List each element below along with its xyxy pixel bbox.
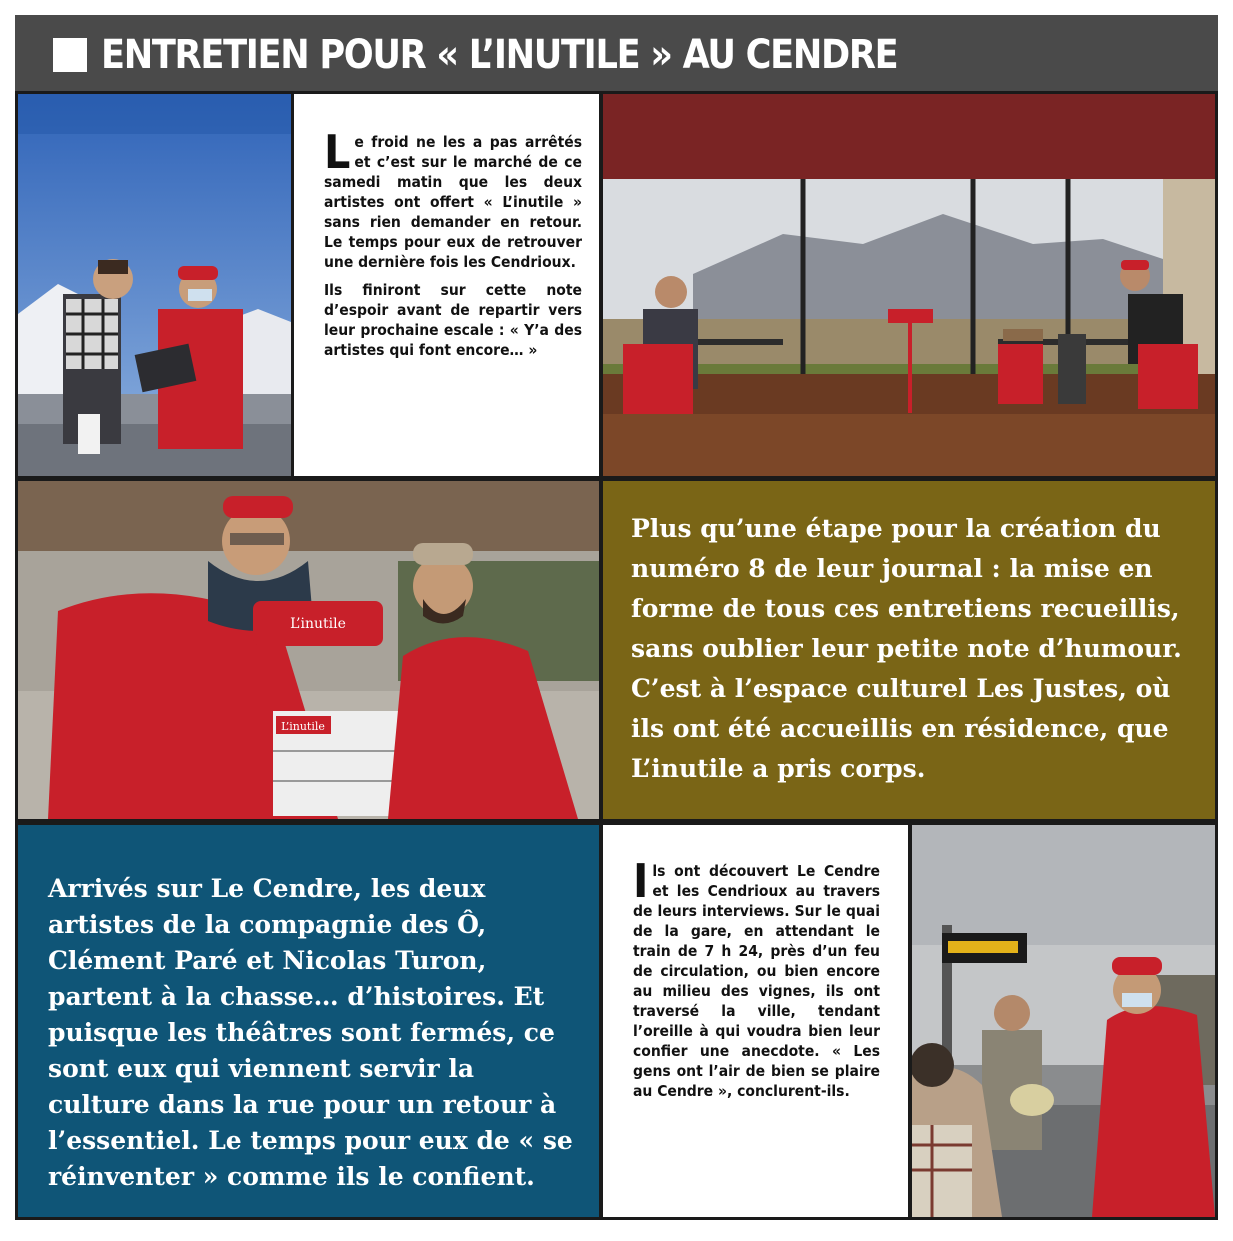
photo-market (18, 94, 291, 476)
dropcap-letter: I (633, 854, 649, 908)
olive-text: Plus qu’une étape pour la création du numéro 8 de leur journal : la mise en forme de tous ces entretiens recueillis, sans oublier leur petite note d’humour. C’est à l’espace culturel Les Justes, où ils ont été accueillis en résidence, que L’inutile a pris corps. (631, 514, 1182, 783)
dropcap-letter: L (324, 125, 351, 179)
header-square-icon (53, 38, 87, 72)
closing-paragraph: Ils finiront sur cette note d’espoir avant de repartir vers leur prochaine escale : « Y’a des artistes qui font encore… » (324, 281, 582, 359)
blue-text: Arrivés sur Le Cendre, les deux artistes de la compagnie des Ô, Clément Paré et Nicolas Turon, partent à la chasse… d’histoires. Et puisque les théâtres sont fermés, ce sont eux qui viennent servir la culture dans la rue pour un retour à l’essentiel. Le temps pour eux de « se réinventer » comme ils le confient. (48, 874, 573, 1191)
station-paragraph: ls ont découvert Le Cendre et les Cendrioux au travers de leurs interviews. Sur le quai de la gare, en attendant le train de 7 h 24, près d’un feu de circulation, ou bien encore au milieu des vignes, ils ont traversé la ville, tendant l’oreille à qui voudra bien leur confier une anecdote. « Les gens ont l’air de bien se plaire au Cendre », conclurent-ils. (633, 862, 880, 1100)
blue-text-box (18, 825, 599, 1217)
article-page (15, 15, 1218, 1220)
text-box-market (294, 94, 599, 476)
newspaper-label: L’inutile (281, 720, 325, 733)
article-header (15, 15, 1218, 91)
sign-label: L’inutile (290, 616, 346, 632)
olive-text-box (603, 481, 1215, 819)
photo-duo (18, 481, 599, 819)
photo-station (912, 825, 1215, 1217)
market-paragraph: e froid ne les a pas arrêtés et c’est sur le marché de ce samedi matin que les deux artistes ont offert « L’inutile » sans rien demander en retour. Le temps pour eux de retrouver une dernière fois les Cendrioux. (324, 133, 582, 271)
article-title: ENTRETIEN POUR « L’INUTILE » AU CENDRE (101, 32, 898, 78)
text-box-station (603, 825, 908, 1217)
photo-hall (603, 94, 1215, 476)
